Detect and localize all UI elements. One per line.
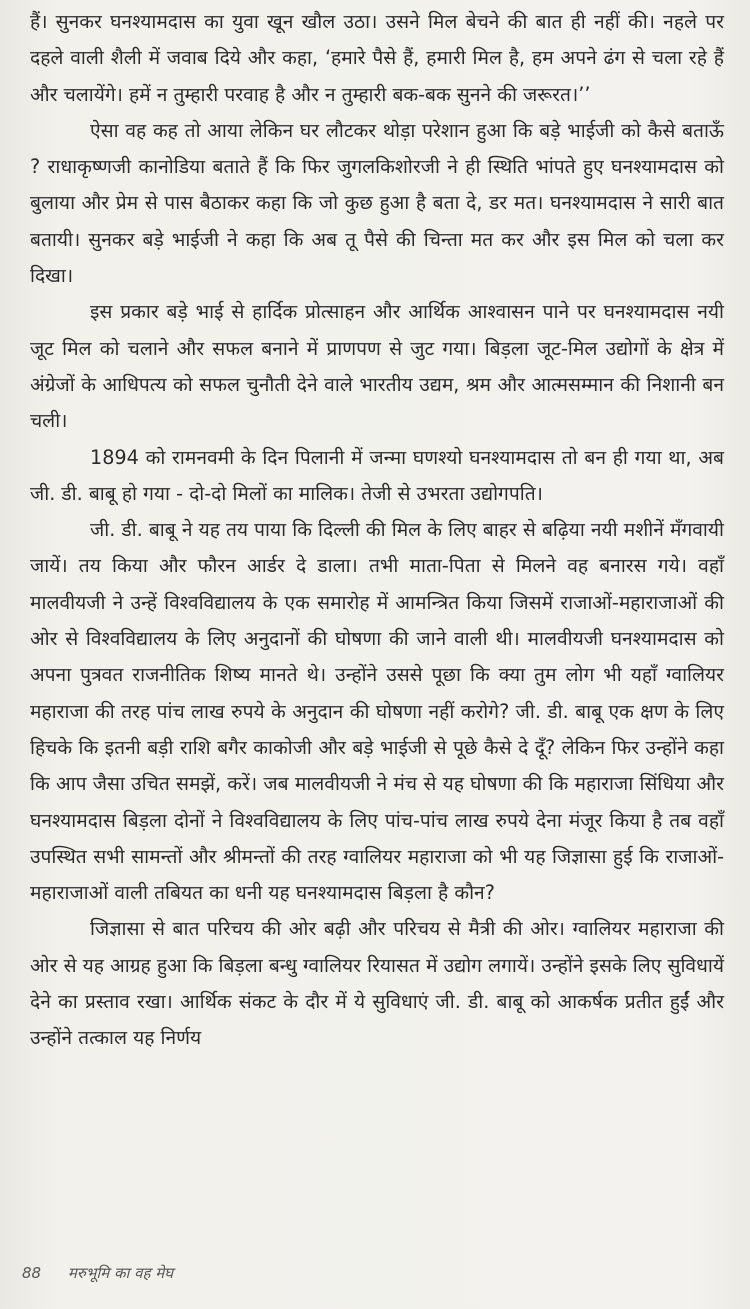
page-body — [30, 4, 724, 1057]
page-footer — [22, 1263, 173, 1283]
paragraph-3: इस प्रकार बड़े भाई से हार्दिक प्रोत्साहन और आर्थिक आश्वासन पाने पर घनश्यामदास नयी जूट मिल को चलाने और सफल बनाने में प्राणपण से जुट गया। बिड़ला जूट-मिल उद्योगों के क्षेत्र में अंग्रेजों के आधिपत्य को सफल चुनौती देने वाले भारतीय उद्यम, श्रम और आत्मसम्मान की निशानी बन चली। — [30, 300, 724, 433]
paragraph-6: जिज्ञासा से बात परिचय की ओर बढ़ी और परिचय से मैत्री की ओर। ग्वालियर महाराजा की ओर से यह आग्रह हुआ कि बिड़ला बन्धु ग्वालियर रियासत में उद्योग लगायें। उन्होंने इसके लिए सुविधायें देने का प्रस्ताव रखा। आर्थिक संकट के दौर में ये सुविधाएं जी. डी. बाबू को आकर्षक प्रतीत हुईं और उन्होंने तत्काल यह निर्णय — [30, 917, 724, 1050]
paragraph-2: ऐसा वह कह तो आया लेकिन घर लौटकर थोड़ा परेशान हुआ कि बड़े भाईजी को कैसे बताऊँ ? राधाकृष्णजी कानोडिया बताते हैं कि फिर जुगलकिशोरजी ने ही स्थिति भांपते हुए घनश्यामदास को बुलाया और प्रेम से पास बैठाकर कहा कि जो कुछ हुआ है बता दे, डर मत। घनश्यामदास ने सारी बात बतायी। सुनकर बड़े भाईजी ने कहा कि अब तू पैसे की चिन्ता मत कर और इस मिल को चला कर दिखा। — [30, 118, 724, 288]
running-title: मरुभूमि का वह मेघ — [67, 1264, 174, 1282]
page-number: 88 — [22, 1264, 42, 1282]
paragraph-1: हैं। सुनकर घनश्यामदास का युवा खून खौल उठा। उसने मिल बेचने की बात ही नहीं की। नहले पर दहले वाली शैली में जवाब दिये और कहा, ‘हमारे पैसे हैं, हमारी मिल है, हम अपने ढंग से चला रहे हैं और चलायेंगे। हमें न तुम्हारी परवाह है और न तुम्हारी बक-बक सुनने की जरूरत।’’ — [30, 10, 724, 106]
paragraph-5: जी. डी. बाबू ने यह तय पाया कि दिल्ली की मिल के लिए बाहर से बढ़िया नयी मशीनें मँगवायी जायें। तय किया और फौरन आर्डर दे डाला। तभी माता-पिता से मिलने वह बनारस गये। वहाँ मालवीयजी ने उन्हें विश्वविद्यालय के एक समारोह में आमन्त्रित किया जिसमें राजाओं-महाराजाओं की ओर से विश्वविद्यालय के लिए अनुदानों की घोषणा की जाने वाली थी। मालवीयजी घनश्यामदास को अपना पुत्रवत राजनीतिक शिष्य मानते थे। उन्होंने उससे पूछा कि क्या तुम लोग भी यहाँ ग्वालियर महाराजा की तरह पांच लाख रुपये के अनुदान की घोषणा नहीं करोगे? जी. डी. बाबू एक क्षण के लिए हिचके कि इतनी बड़ी राशि बगैर काकोजी और बड़े भाईजी से पूछे कैसे दे दूँ? लेकिन फिर उन्होंने कहा कि आप जैसा उचित समझें, करें। जब मालवीयजी ने मंच से यह घोषणा की कि महाराजा सिंधिया और घनश्यामदास बिड़ला दोनों ने विश्वविद्यालय के लिए पांच-पांच लाख रुपये देना मंजूर किया है तब वहाँ उपस्थित सभी सामन्तों और श्रीमन्तों की तरह ग्वालियर महाराजा को भी यह जिज्ञासा हुई कि राजाओं-महाराजाओं वाली तबियत का धनी यह घनश्यामदास बिड़ला है कौन? — [30, 518, 724, 905]
paragraph-4: 1894 को रामनवमी के दिन पिलानी में जन्मा घणश्यो घनश्यामदास तो बन ही गया था, अब जी. डी. बाबू हो गया - दो-दो मिलों का मालिक। तेजी से उभरता उद्योगपति। — [30, 445, 724, 505]
